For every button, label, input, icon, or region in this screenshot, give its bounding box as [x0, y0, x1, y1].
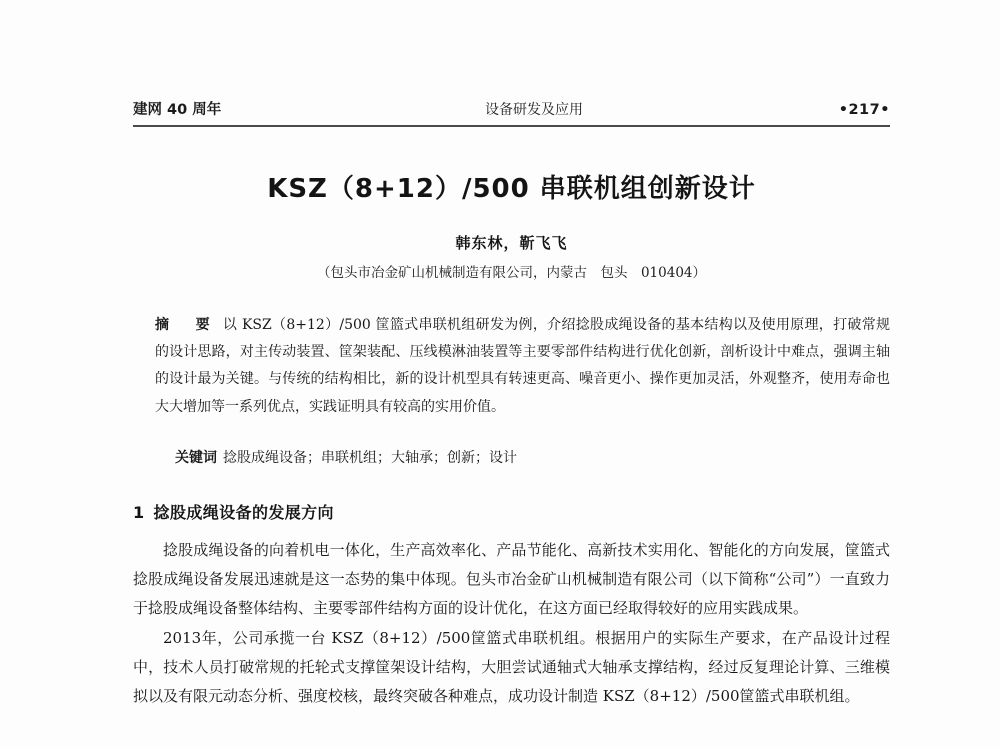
author-list: 韩东林，靳飞飞: [455, 234, 568, 252]
keywords-block: [175, 446, 890, 470]
page-number: •217•: [838, 102, 890, 118]
affiliation: （包头市冶金矿山机械制造有限公司，内蒙古 包头 010404）: [316, 265, 707, 281]
section-number: 1: [133, 503, 145, 522]
paragraph: 捻股成绳设备的向着机电一体化，生产高效率化、产品节能化、高新技术实用化、智能化的方向发展，筐篮式捻股成绳设备发展迅速就是这一态势的集中体现。包头市冶金矿山机械制造有限公司（以下简称“公司”）一直致力于捻股成绳设备整体结构、主要零部件结构方面的设计优化，在这方面已经取得较好的应用实践成果。: [133, 541, 890, 618]
page-content: [133, 0, 890, 752]
running-header-left: 建网 40 周年: [133, 102, 222, 118]
abstract-label: 摘 要: [155, 317, 216, 333]
section-heading: [133, 500, 890, 523]
running-header: [133, 100, 890, 126]
header-rule: [133, 125, 890, 127]
body-text: [133, 536, 890, 711]
paragraph: 2013年，公司承揽一台 KSZ（8+12）/500筐篮式串联机组。根据用户的实际生产要求，在产品设计过程中，技术人员打破常规的托轮式支撑筐架设计结构，大胆尝试通轴式大轴承支撑结构，经过反复理论计算、三维模拟以及有限元动态分析、强度校核，最终突破各种难点，成功设计制造 KSZ（8+12）/500筐篮式串联机组。: [133, 628, 890, 706]
page-bottom-edge: [0, 748, 1000, 752]
abstract-block: [155, 312, 890, 421]
abstract-text: 以 KSZ（8+12）/500 筐篮式串联机组研发为例，介绍捻股成绳设备的基本结构以及使用原理，打破常规的设计思路，对主传动装置、筐架装配、压线模淋油装置等主要零部件结构进行优化创新，剖析设计中难点，强调主轴的设计最为关键。与传统的结构相比，新的设计机型具有转速更高、噪音更小、操作更加灵活，外观整齐，使用寿命也大大增加等一系列优点，实践证明具有较高的实用价值。: [155, 317, 890, 415]
keywords-label: 关键词: [175, 450, 217, 466]
keywords-text: 捻股成绳设备；串联机组；大轴承；创新；设计: [223, 450, 517, 466]
page-title: KSZ（8+12）/500 串联机组创新设计: [267, 174, 756, 205]
running-header-center: 设备研发及应用: [485, 102, 583, 118]
section-title: 捻股成绳设备的发展方向: [153, 503, 334, 522]
